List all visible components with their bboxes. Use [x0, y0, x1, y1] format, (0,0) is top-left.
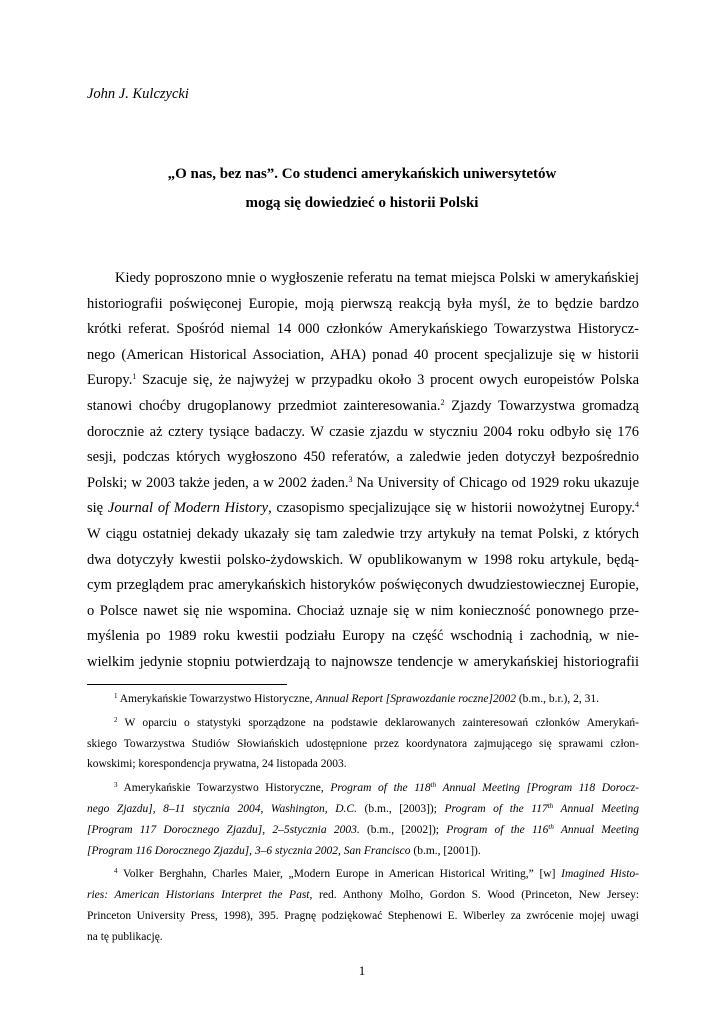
- body-paragraph: [87, 266, 639, 676]
- footnote-separator: [87, 684, 287, 685]
- ordinal-suffix: th: [547, 801, 554, 810]
- footnote-text: (b.m., [2002]);: [359, 823, 447, 836]
- footnote-italic-text: Program of the 118: [330, 782, 431, 795]
- footnote-marker-3[interactable]: 3: [348, 474, 353, 484]
- body-line: o Polsce nawet się nie wspomina. Chociaż uznaje się w nim konieczność ponownego prze-: [87, 602, 639, 619]
- body-text: Zjazdy Towarzystwa gromadzą: [444, 397, 639, 414]
- author-name: John J. Kulczycki: [87, 86, 189, 102]
- footnote-italic-text: Program of the 116: [446, 823, 549, 836]
- footnote-text: (b.m., [2003]);: [356, 802, 445, 815]
- footnote-marker-2[interactable]: 2: [440, 397, 445, 407]
- footnote-text: (b.m., b.r.), 2, 31.: [515, 693, 600, 705]
- footnote-italic: [Program 117 Dorocznego Zjazdu], 2–5stycznia 2003.: [87, 823, 360, 836]
- body-line: [87, 496, 639, 522]
- footnote-4-line: [87, 885, 639, 906]
- footnote-3-line: [87, 841, 639, 862]
- journal-title: Journal of Modern History: [107, 500, 269, 517]
- footnote-italic: [Program 116 Dorocznego Zjazdu], 3–6 stycznia 2002, San Francisco: [87, 844, 411, 857]
- footnote-text: Amerykańskie Towarzystwo Historyczne,: [117, 782, 331, 795]
- footnote-italic-text: Annual Meeting: [553, 802, 639, 815]
- body-line: [87, 471, 639, 497]
- body-line: krótki referat. Spośród niemal 14 000 członków Amerykańskiego Towarzystwa Historycz-: [87, 321, 639, 338]
- body-line: Kiedy poproszono mnie o wygłoszenie referatu na temat miejsca Polski w amerykańskiej: [115, 270, 639, 286]
- body-text: Szacuje się, że najwyżej w przypadku około 3 procent owych europeistów Polska: [136, 372, 639, 389]
- footnote-text: Amerykańskie Towarzystwo Historyczne,: [117, 693, 316, 705]
- footnote-italic-text: Annual Meeting [Program 118 Dorocz-: [436, 782, 640, 795]
- ordinal-suffix: th: [430, 781, 437, 790]
- footnote-3: [87, 778, 639, 799]
- title-line-1: „O nas, bez nas”. Co studenci amerykańskich uniwersytetów: [167, 166, 557, 182]
- footnotes: [87, 686, 639, 948]
- title-line-2: mogą się dowiedzieć o historii Polski: [245, 195, 479, 211]
- page-number: 1: [358, 963, 366, 978]
- footnote-marker-4[interactable]: 4: [635, 500, 639, 510]
- footnote-text: W oparciu o statystyki sporządzone na podstawie deklarowanych zainteresowań członków Amerykań-: [117, 716, 639, 729]
- footnote-text: Volker Berghahn, Charles Maier, „Modern Europe in American Historical Writing,” [w]: [117, 868, 562, 881]
- footnote-italic-text: Program of the 117: [444, 802, 548, 815]
- body-line: dorocznie aż cztery tysiące badaczy. W czasie zjazdu w styczniu 2004 roku odbyło się 176: [87, 423, 639, 440]
- body-text: Europy.: [87, 372, 133, 389]
- footnote-3-line: [87, 820, 639, 841]
- body-line: [87, 368, 639, 394]
- footnote-number: 4: [114, 867, 118, 876]
- footnote-text: , red. Anthony Molho, Gordon S. Wood (Princeton, New Jersey:: [309, 889, 640, 902]
- footnote-3-line: [87, 799, 639, 820]
- footnote-4-line: na tę publikację.: [87, 930, 163, 943]
- body-line: myślenia po 1989 roku kwestii podziału Europy na część wschodnią i zachodnią, w nie-: [87, 628, 639, 645]
- body-text: Polski; w 2003 także jeden, a w 2002 żaden.: [87, 474, 349, 491]
- body-text: się: [87, 500, 108, 517]
- body-line: cym przeglądem prac amerykańskich historyków poświęconych dwudziestowiecznej Europie,: [87, 577, 639, 594]
- body-line: dwa dotyczyły kwestii polsko-żydowskich. W opublikowanym w 1998 roku artykule, będą-: [87, 551, 639, 568]
- body-text: stanowi choćby drugoplanowy przedmiot zainteresowania.: [87, 397, 441, 414]
- footnote-number: 2: [114, 715, 118, 724]
- footnote-number: 1: [114, 692, 118, 700]
- body-text: Na University of Chicago od 1929 roku ukazuje: [352, 474, 639, 491]
- footnote-italic: Annual Report [Sprawozdanie roczne]2002: [315, 693, 516, 705]
- footnote-italic: Imagined Histo-: [561, 868, 639, 881]
- body-text: , czasopismo specjalizujące się w historii nowożytnej Europy.: [268, 500, 635, 517]
- footnote-4-line: Princeton University Press, 1998), 395. Pragnę podziękować Stephenowi E. Wiberley za zwrócenie mojej uwagi: [87, 909, 639, 922]
- body-line: nego (American Historical Association, AHA) ponad 40 procent specjalizuje się w historii: [87, 346, 639, 363]
- footnote-text: (b.m., [2001]).: [410, 844, 481, 857]
- footnote-italic: nego Zjazdu], 8–11 stycznia 2004, Washington, D.C.: [87, 802, 357, 815]
- ordinal-suffix: th: [548, 822, 554, 831]
- footnote-2-line: kowskimi; korespondencja prywatna, 24 listopada 2003.: [87, 758, 347, 771]
- footnote-italic: [446, 824, 639, 836]
- footnote-italic-text: Annual Meeting: [553, 823, 639, 836]
- body-line: W ciągu ostatniej dekady ukazały się tam zaledwie trzy artykuły na temat Polski, z których: [87, 525, 639, 542]
- footnote-number: 3: [114, 781, 118, 790]
- footnote-italic: [330, 782, 639, 794]
- footnote-2: [87, 713, 639, 734]
- footnote-italic: [445, 803, 639, 815]
- footnote-marker-1[interactable]: 1: [132, 372, 137, 382]
- body-line: [87, 394, 639, 420]
- article-title: [87, 160, 637, 218]
- footnote-4: [87, 864, 639, 885]
- footnote-2-line: skiego Towarzystwa Studiów Słowiańskich udostępnione przez koordynatora zajmującego się sprawami człon-: [87, 737, 639, 750]
- footnote-1: [87, 689, 639, 710]
- body-line: historiografii poświęconej Europie, moją pierwszą reakcją była myśl, że to będzie bardzo: [87, 295, 639, 312]
- body-line: sesji, podczas których wygłoszono 450 referatów, a zaledwie jeden dotyczył bezpośrednio: [87, 449, 639, 466]
- body-line: wielkim jedynie stopniu potwierdzają to najnowsze tendencje w amerykańskiej historiografii: [87, 653, 639, 670]
- footnote-italic: ries: American Historians Interpret the Past: [87, 889, 310, 902]
